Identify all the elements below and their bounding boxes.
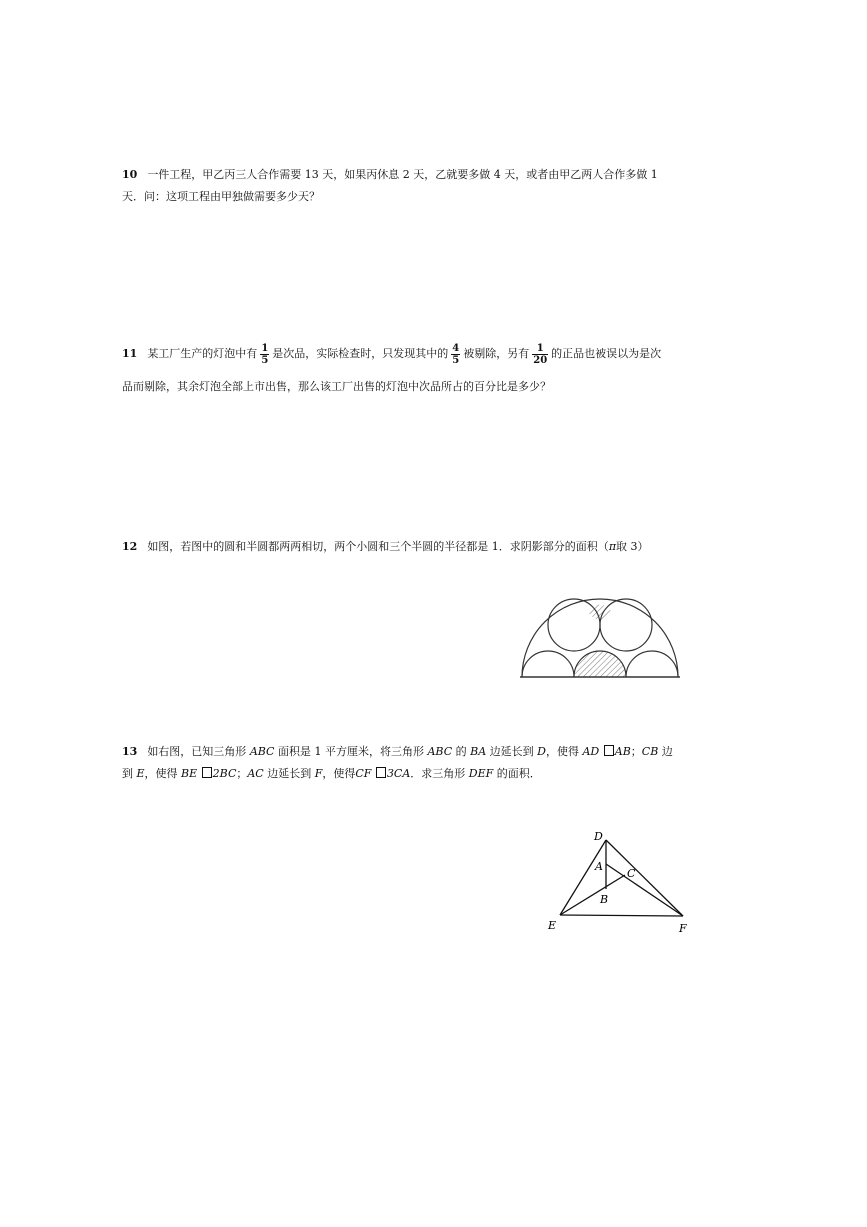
- question-11-line1: 11 某工厂生产的灯泡中有 $\frac{1}{5}$ 是次品，实际检查时，只发现其中的 $\frac{4}{5}$ 被剔除，另有 $\frac{1}{20}$ 的正品也被误以为是次: [122, 342, 662, 366]
- shaded-bottom-semicircle: [574, 651, 626, 677]
- fraction-one-fifth: $\frac{1}{5}$: [261, 342, 269, 366]
- question-10: [122, 164, 694, 208]
- circle-left: [548, 599, 600, 651]
- edge-EC: [560, 875, 625, 915]
- question-number: 12: [122, 540, 138, 553]
- question-11: [122, 340, 694, 398]
- fraction-four-fifths: $\frac{4}{5}$: [452, 342, 460, 366]
- circle-right: [600, 599, 652, 651]
- question-11-line2: 品而剔除，其余灯泡全部上市出售，那么该工厂出售的灯泡中次品所占的百分比是多少？: [122, 380, 551, 393]
- missing-symbol-box: [604, 745, 614, 756]
- label-E: E: [548, 919, 557, 932]
- missing-symbol-box: [376, 767, 386, 778]
- edge-DF: [606, 840, 683, 916]
- question-10-line1: 10 一件工程，甲乙丙三人合作需要 13 天，如果丙休息 2 天，乙就要多做 4 天，或者由甲乙两人合作多做 1: [122, 168, 658, 181]
- question-number: 13: [122, 745, 138, 758]
- label-F: F: [679, 922, 687, 935]
- small-semicircle-left: [522, 651, 574, 677]
- label-D: D: [594, 830, 603, 843]
- triangle-figure: [540, 826, 700, 938]
- small-semicircle-right: [626, 651, 678, 677]
- label-B: B: [600, 893, 609, 906]
- question-13: [122, 741, 694, 785]
- question-10-line2: 天．问：这项工程由甲独做需要多少天？: [122, 190, 320, 203]
- question-12: [122, 536, 694, 558]
- question-13-line1: 13 如右图，已知三角形 ABC 面积是 1 平方厘米，将三角形 ABC 的 BA 边延长到 D，使得 AD AB；CB 边: [122, 745, 673, 758]
- edge-AF: [606, 864, 683, 916]
- question-number: 10: [122, 168, 138, 181]
- question-12-line1: 12 如图，若图中的圆和半圆都两两相切，两个小圆和三个半圆的半径都是 1．求阴影部分的面积（π取 3）: [122, 540, 649, 553]
- shaded-top-region: [588, 605, 612, 621]
- semicircle-figure: [515, 592, 685, 684]
- question-13-line2: 到 E，使得 BE 2BC；AC 边延长到 F，使得CF 3CA．求三角形 DEF 的面积．: [122, 767, 541, 780]
- label-A: A: [595, 860, 603, 873]
- label-C: C: [627, 867, 636, 880]
- fraction-one-twentieth: $\frac{1}{20}$: [533, 342, 548, 366]
- missing-symbol-box: [202, 767, 212, 778]
- edge-EF: [560, 915, 683, 916]
- question-number: 11: [122, 347, 138, 360]
